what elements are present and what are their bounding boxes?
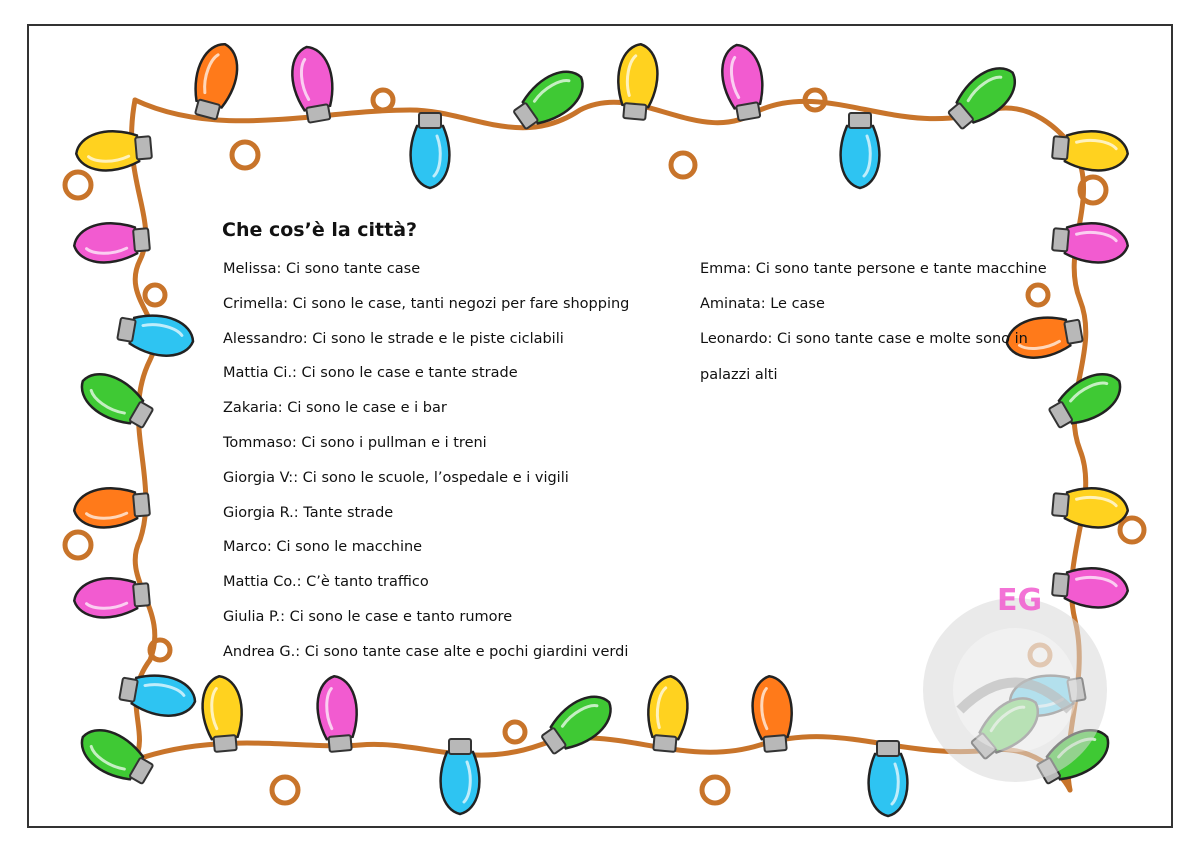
list-item: Mattia Ci.: Ci sono le case e tante strade: [223, 365, 518, 382]
page-title: Che cos’è la città?: [222, 219, 418, 241]
list-item: Andrea G.: Ci sono tante case alte e pochi giardini verdi: [223, 643, 629, 660]
list-item: Crimella: Ci sono le case, tanti negozi per fare shopping: [223, 295, 630, 312]
svg-text:EG: EG: [997, 583, 1043, 618]
list-item: Melissa: Ci sono tante case: [223, 261, 421, 277]
list-item: Mattia Co.: C’è tanto traffico: [223, 574, 429, 591]
list-item: Zakaria: Ci sono le case e i bar: [223, 400, 447, 417]
answers-left-column: [223, 260, 629, 678]
list-item: Giorgia R.: Tante strade: [223, 504, 394, 521]
list-item: Leonardo: Ci sono tante case e molte sono in: [700, 331, 1028, 348]
list-item: Alessandro: Ci sono le strade e le piste ciclabili: [223, 330, 564, 347]
list-item: Emma: Ci sono tante persone e tante macchine: [700, 261, 1047, 277]
list-item: Giorgia V:: Ci sono le scuole, l’ospedale e i vigili: [223, 469, 569, 486]
list-item: Giulia P.: Ci sono le case e tanto rumore: [223, 608, 513, 625]
answers-right-column: [700, 260, 1047, 401]
tuttodisegni-watermark-icon: [905, 560, 1125, 790]
list-item: Tommaso: Ci sono i pullman e i treni: [223, 434, 487, 451]
list-item: Aminata: Le case: [700, 296, 825, 313]
list-item: Marco: Ci sono le macchine: [223, 539, 423, 556]
list-item: palazzi alti: [700, 366, 778, 383]
